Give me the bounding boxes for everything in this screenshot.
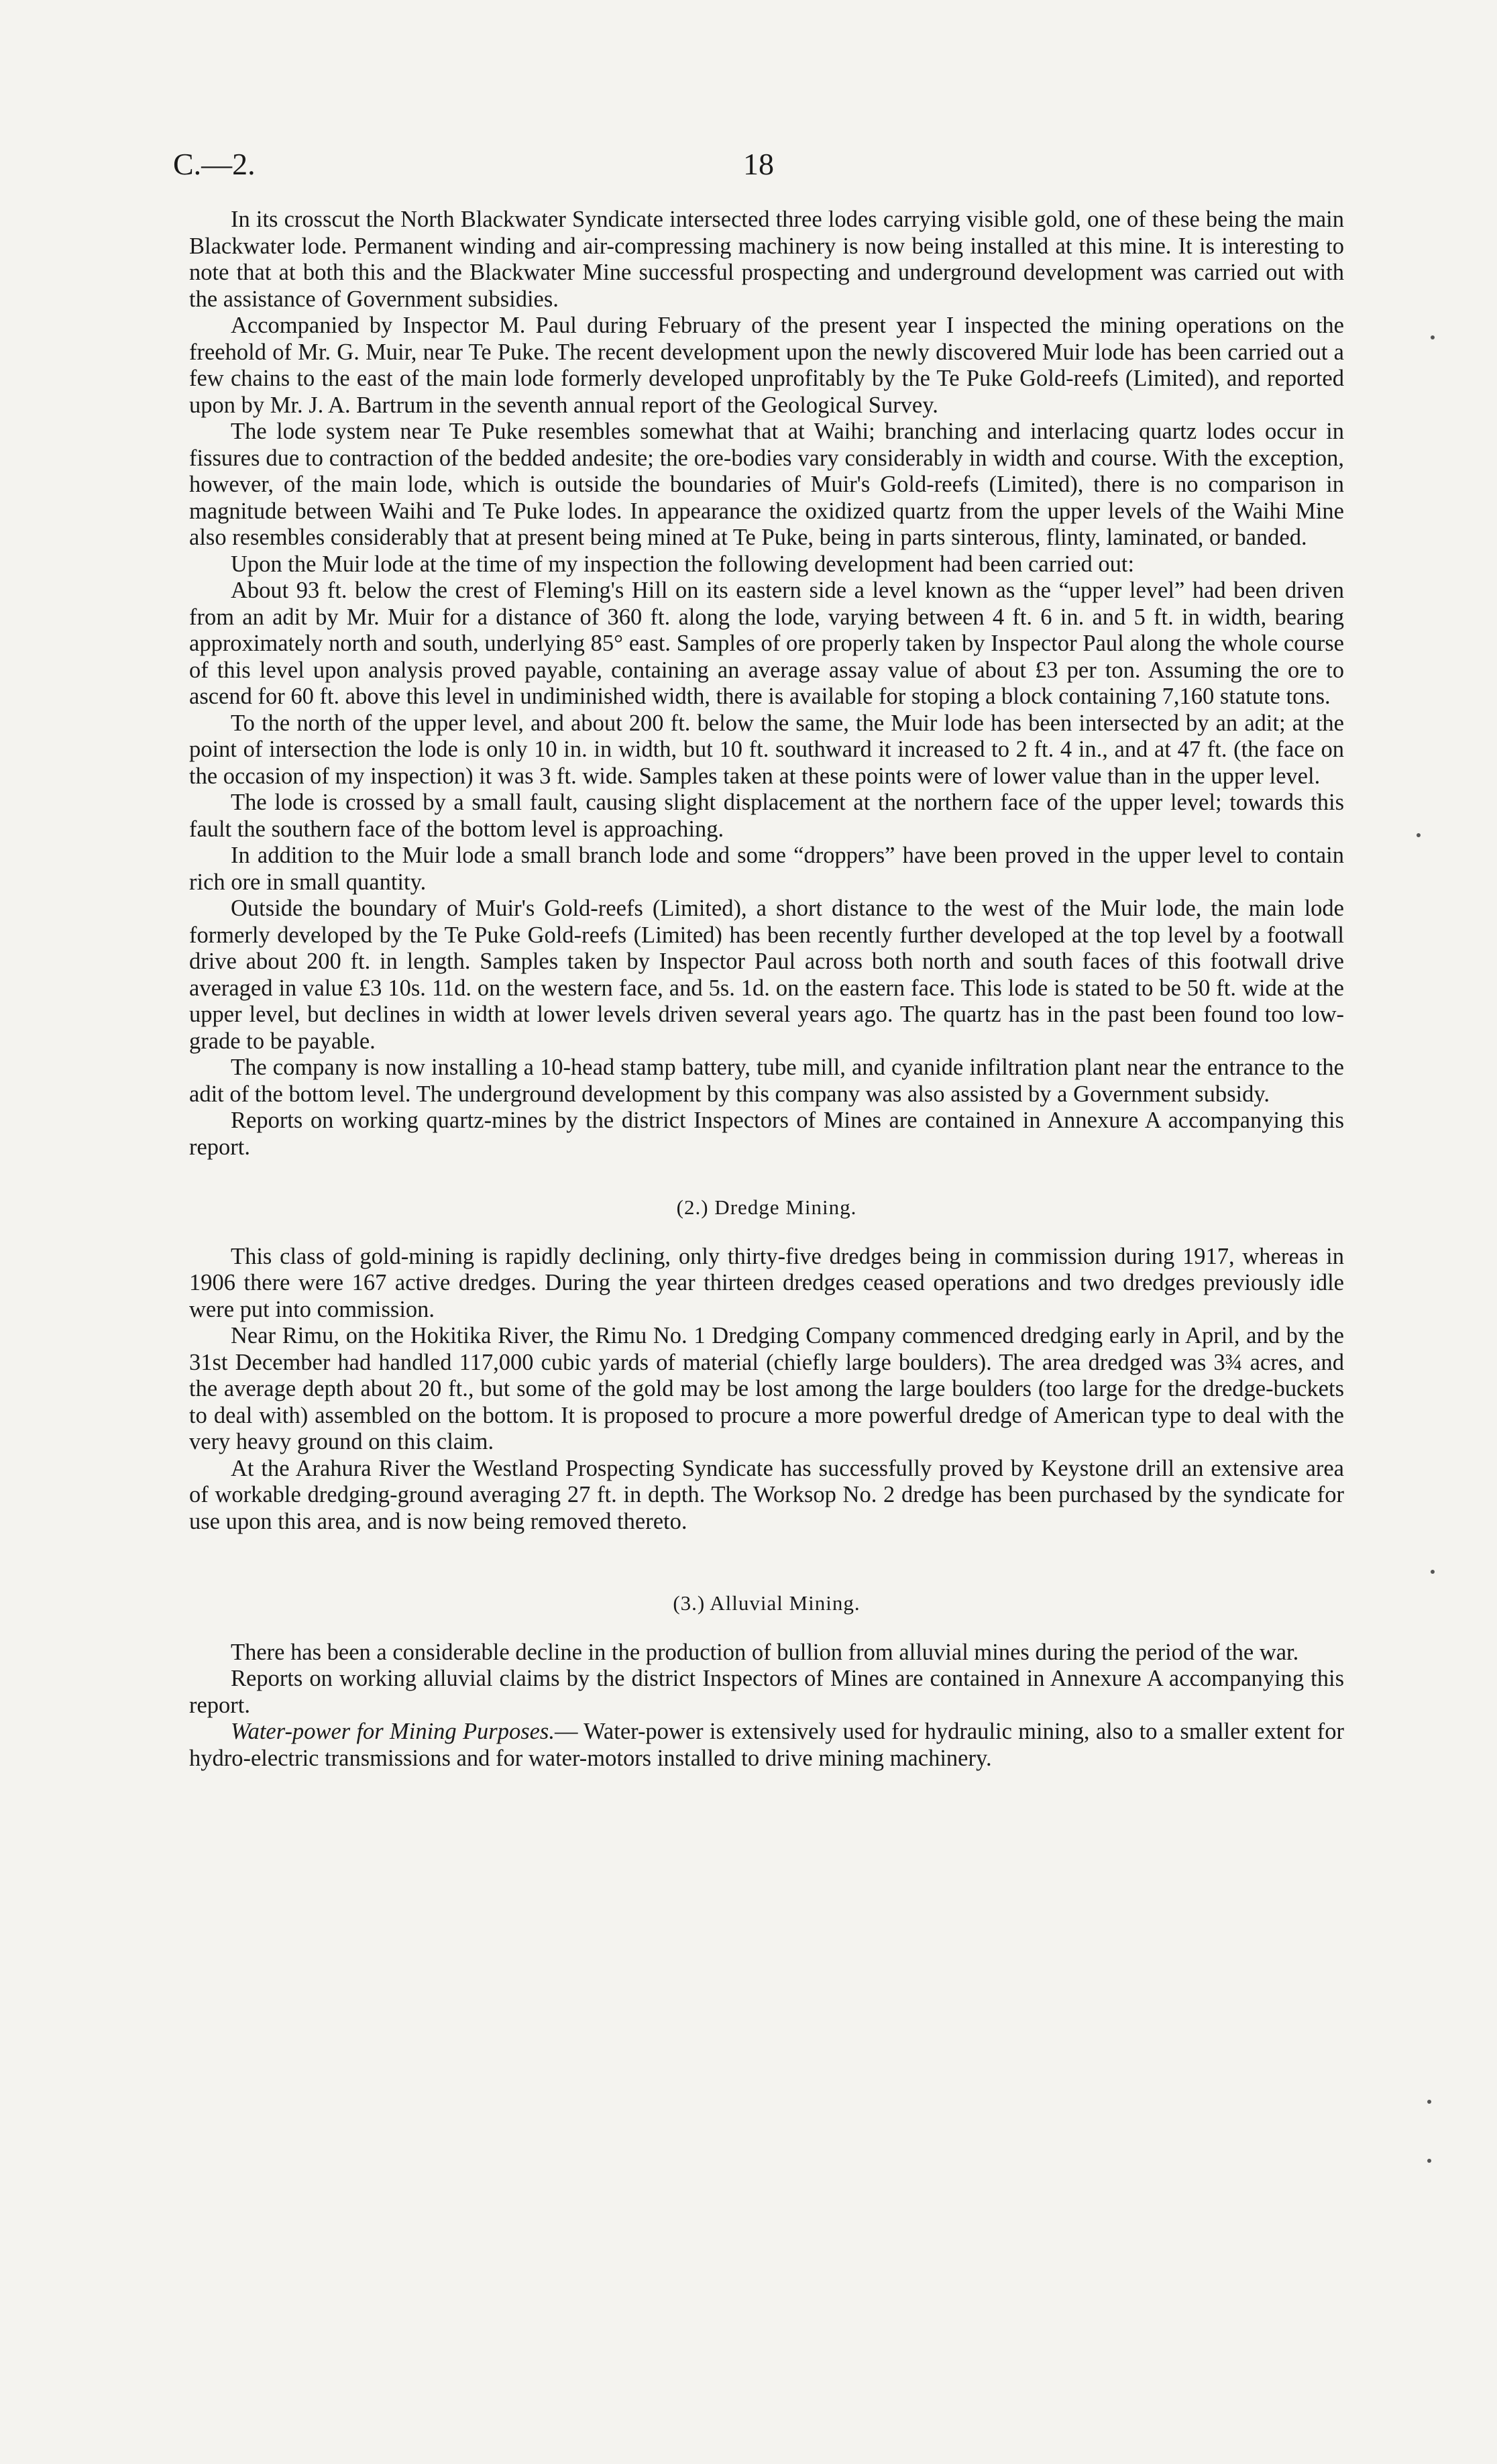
section-heading-dredge-mining: (2.) Dredge Mining. [676,1195,857,1219]
paragraph-dredge-decline: This class of gold-mining is rapidly declining, only thirty-five dredges being in commission during 1917, whereas in 1906 there were 167 active dredges. During the year thirteen dredges ceased operations and two dredges previously idle were put into commission. [189,1243,1344,1322]
paragraph-arahura-river: At the Arahura River the Westland Prospecting Syndicate has successfully proved by Keystone drill an extensive area of workable dredging-ground averaging 27 ft. in depth. The Worksop No. 2 dredge has been purchased by the syndicate for use upon this area, and is now being removed thereto. [189,1455,1344,1534]
paragraph-branch-lode: In addition to the Muir lode a small branch lode and some “droppers” have been proved in the upper level to contain rich ore in small quantity. [189,843,1344,895]
water-power-text: — Water-power is extensively used for hydraulic mining, also to a smaller extent for hydro-electric transmissions and for water-motors installed to drive mining machinery. [189,1719,1344,1771]
paragraph-rimu-dredging: Near Rimu, on the Hokitika River, the Rimu No. 1 Dredging Company commenced dredging early in April, and by the 31st December had handled 117,000 cubic yards of material (chiefly large boulders). The area dredged was 3¾ acres, and the average depth about 20 ft., but some of the gold may be lost among the large boulders (too large for the dredge-buckets to deal with) assembled on the bottom. It is proposed to procure a more powerful dredge of American type to deal with the very heavy ground on this claim. [189,1323,1344,1454]
paragraph-bullion-decline: There has been a considerable decline in the production of bullion from alluvial mines during the period of the war. [231,1639,1299,1665]
paragraph-water-power [189,1719,1344,1772]
paragraph-north-blackwater: In its crosscut the North Blackwater Syndicate intersected three lodes carrying visible gold, one of these being the main Blackwater lode. Permanent winding and air-compressing machinery is now being installed at this mine. It is interesting to note that at both this and the Blackwater Mine successful prospecting and underground development was carried out with the assistance of Government subsidies. [189,207,1344,312]
margin-mark [1431,1570,1435,1574]
page-number: 18 [743,147,774,181]
paragraph-quartz-reports: Reports on working quartz-mines by the district Inspectors of Mines are contained in Annexure A accompanying this report. [189,1108,1344,1160]
paragraph-upper-level: About 93 ft. below the crest of Fleming's Hill on its eastern side a level known as the “upper level” had been driven from an adit by Mr. Muir for a distance of 360 ft. along the lode, varying between 4 ft. 6 in. and 5 ft. in width, bearing approximately north and south, underlying 85° east. Samples of ore properly taken by Inspector Paul along the whole course of this level upon analysis proved payable, containing an average assay value of about £3 per ton. Assuming the ore to ascend for 60 ft. above this level in undiminished width, there is available for stoping a block containing 7,160 statute tons. [189,578,1344,709]
report-body [189,207,1344,1772]
margin-mark [1431,335,1435,339]
page-header [173,146,1344,186]
water-power-lead: Water-power for Mining Purposes. [231,1719,555,1744]
margin-mark [1417,833,1421,837]
paragraph-fault: The lode is crossed by a small fault, causing slight displacement at the northern face of the upper level; towards this fault the southern face of the bottom level is approaching. [189,790,1344,842]
paragraph-development-intro: Upon the Muir lode at the time of my inspection the following development had been carried out: [231,551,1135,577]
paragraph-adit-intersection: To the north of the upper level, and about 200 ft. below the same, the Muir lode has been intersected by an adit; at the point of intersection the lode is only 10 in. in width, but 10 ft. southward it increased to 2 ft. 4 in., and at 47 ft. (the face on the occasion of my inspection) it was 3 ft. wide. Samples taken at these points were of lower value than in the upper level. [189,710,1344,789]
section-heading-alluvial-mining: (3.) Alluvial Mining. [673,1591,861,1615]
paragraph-alluvial-reports: Reports on working alluvial claims by the district Inspectors of Mines are contained in Annexure A accompanying this report. [189,1666,1344,1718]
report-reference: C.—2. [173,147,256,181]
margin-mark [1427,2159,1431,2163]
paragraph-main-lode: Outside the boundary of Muir's Gold-reefs (Limited), a short distance to the west of the Muir lode, the main lode formerly developed by the Te Puke Gold-reefs (Limited) has been recently further developed at the top level by a footwall drive about 200 ft. in length. Samples taken by Inspector Paul across both north and south faces of this footwall drive averaged in value £3 10s. 11d. on the western face, and 5s. 1d. on the eastern face. This lode is stated to be 50 ft. wide at the upper level, but declines in width at lower levels driven several years ago. The quartz has in the past been found too low-grade to be payable. [189,896,1344,1054]
margin-mark [1427,2100,1431,2104]
paragraph-lode-system: The lode system near Te Puke resembles somewhat that at Waihi; branching and interlacing quartz lodes occur in fissures due to contraction of the bedded andesite; the ore-bodies vary considerably in width and course. With the exception, however, of the main lode, which is outside the boundaries of Muir's Gold-reefs (Limited), there is no comparison in magnitude between Waihi and Te Puke lodes. In appearance the oxidized quartz from the upper levels of the Waihi Mine also resembles considerably that at present being mined at Te Puke, being in parts sinterous, flinty, laminated, or banded. [189,419,1344,550]
paragraph-stamp-battery: The company is now installing a 10-head stamp battery, tube mill, and cyanide infiltration plant near the entrance to the adit of the bottom level. The underground development by this company was also assisted by a Government subsidy. [189,1055,1344,1107]
paragraph-te-puke-inspection: Accompanied by Inspector M. Paul during February of the present year I inspected the mining operations on the freehold of Mr. G. Muir, near Te Puke. The recent development upon the newly discovered Muir lode has been carried out a few chains to the east of the main lode formerly developed unprofitably by the Te Puke Gold-reefs (Limited), and reported upon by Mr. J. A. Bartrum in the seventh annual report of the Geological Survey. [189,313,1344,418]
